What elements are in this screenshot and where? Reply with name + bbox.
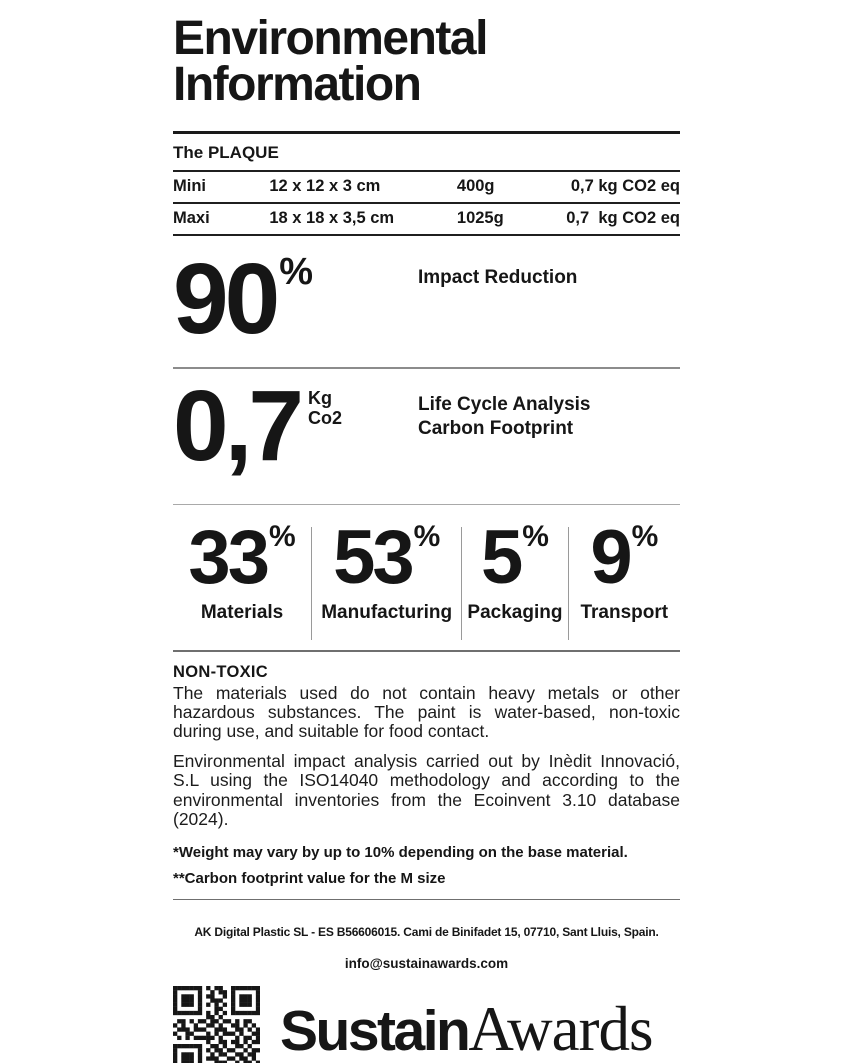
impact-value-block [173, 243, 418, 356]
breakdown-materials [173, 515, 311, 650]
weight-cell: 1025g [456, 209, 504, 228]
breakdown-transport [569, 515, 680, 650]
weight-cell: 400g [456, 177, 495, 196]
footprint-footnote: **Carbon footprint value for the M size [173, 869, 446, 887]
manufacturing-label: Manufacturing [321, 601, 453, 623]
divider [173, 131, 680, 134]
product-spec-table [173, 170, 680, 236]
footprint-label-line2: Carbon Footprint [418, 417, 574, 439]
percent-sign: % [268, 520, 296, 554]
percent-sign: % [631, 520, 659, 554]
percent-sign: % [279, 251, 314, 294]
footprint-label-line1: Life Cycle Analysis [418, 394, 591, 416]
variant-cell: Maxi [173, 209, 210, 228]
product-name: The PLAQUE [173, 143, 279, 163]
page-title-line1: Environmental [173, 12, 487, 65]
footprint-value: 0,7 [173, 370, 301, 483]
breakdown-manufacturing [312, 515, 461, 650]
non-toxic-paragraph: The materials used do not contain heavy metals or other hazardous substances. The paint is water-based, non-toxic during use, and suitable for food contact. [173, 683, 680, 742]
manufacturing-value [333, 515, 441, 601]
page-title [173, 0, 680, 111]
divider [173, 899, 680, 900]
percent-sign: % [413, 520, 441, 554]
transport-value [590, 515, 659, 601]
impact-value [173, 243, 314, 356]
unit-kg: Kg [308, 388, 333, 409]
brand-footer [173, 986, 680, 1063]
impact-reduction-section [173, 236, 680, 369]
non-toxic-heading: NON-TOXIC [173, 663, 268, 682]
dimensions-cell: 12 x 12 x 3 cm [269, 177, 381, 196]
impact-breakdown-row [173, 505, 680, 652]
sheet-content [173, 0, 680, 1063]
transport-number: 9 [590, 515, 630, 601]
notes-section [173, 652, 680, 899]
table-row-mini [173, 172, 680, 204]
contact-email: info@sustainawards.com [344, 955, 509, 971]
impact-number: 90 [173, 243, 277, 356]
page-title-line2: Information [173, 57, 421, 111]
analysis-paragraph: Environmental impact analysis carried out by Inèdit Innovació, S.L using the ISO14040 methodology and according to the environmental inventories from the Ecoinvent 3.10 database (2024). [173, 751, 680, 829]
carbon-footprint-section [173, 369, 680, 505]
footprint-unit [308, 389, 342, 429]
dimensions-cell: 18 x 18 x 3,5 cm [269, 209, 395, 228]
materials-value [188, 515, 296, 601]
transport-label: Transport [580, 601, 669, 623]
packaging-number: 5 [480, 515, 521, 601]
company-address-line: AK Digital Plastic SL - ES B56606015. Cami de Binifadet 15, 07710, Sant Lluis, Spain. [194, 924, 659, 939]
footprint-value-block [173, 370, 418, 483]
weight-footnote: *Weight may vary by up to 10% depending on the base material. [173, 843, 628, 861]
materials-label: Materials [200, 601, 284, 623]
materials-number: 33 [188, 515, 267, 601]
impact-label: Impact Reduction [418, 267, 578, 289]
footprint-label [418, 387, 590, 441]
variant-cell: Mini [173, 177, 206, 196]
logo-awards: Awards [468, 993, 653, 1063]
co2-cell: 0,7 kg CO2 eq [570, 177, 680, 196]
qr-code-icon [173, 986, 260, 1063]
packaging-label: Packaging [467, 601, 563, 623]
unit-co2: Co2 [308, 407, 343, 428]
packaging-value [480, 515, 549, 601]
co2-cell: 0,7 kg CO2 eq [566, 209, 680, 228]
table-row-maxi [173, 204, 680, 236]
logo-sustain: Sustain [280, 998, 469, 1063]
breakdown-packaging [462, 515, 567, 650]
manufacturing-number: 53 [333, 515, 412, 601]
percent-sign: % [522, 520, 549, 554]
sustainawards-logo [280, 993, 653, 1063]
